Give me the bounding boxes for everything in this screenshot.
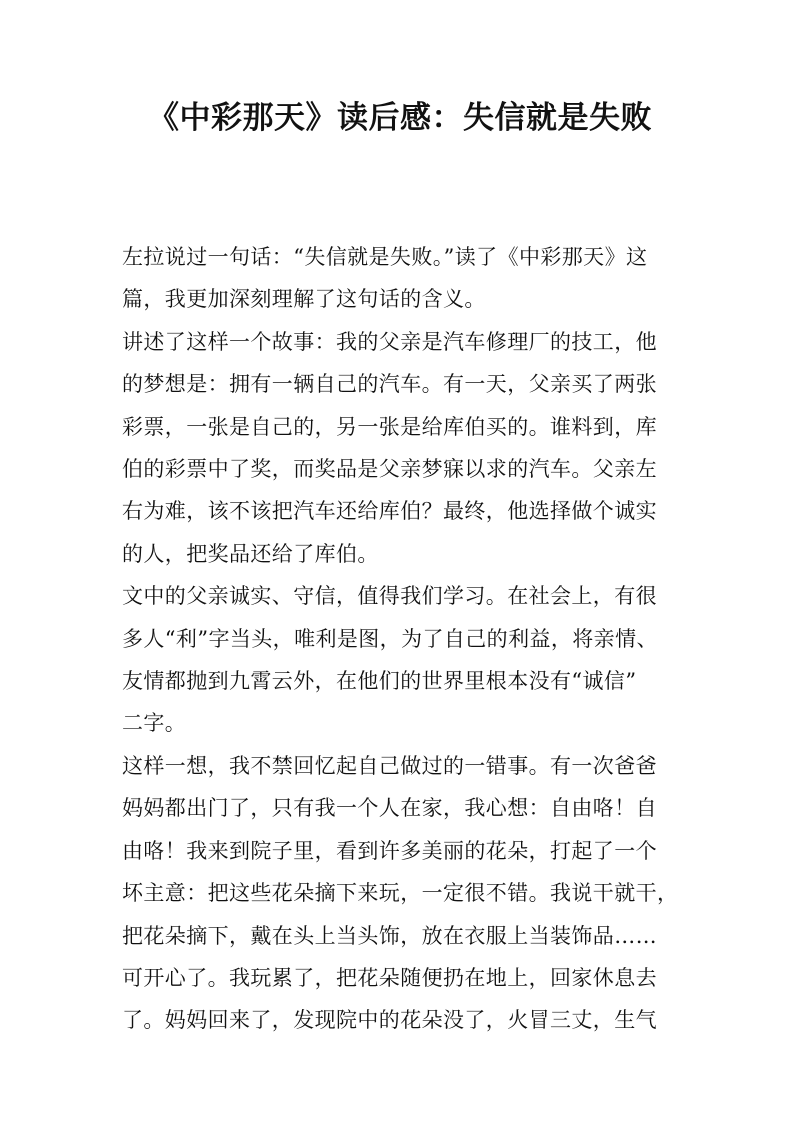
document-title: 《中彩那天》读后感：失信就是失败 xyxy=(148,100,652,136)
text-line: 妈妈都出门了，只有我一个人在家，我心想：自由咯！自 xyxy=(122,796,657,821)
text-line: 讲述了这样一个故事：我的父亲是汽车修理厂的技工，他 xyxy=(122,329,657,354)
text-line: 的人，把奖品还给了库伯。 xyxy=(122,541,379,566)
text-line: 伯的彩票中了奖，而奖品是父亲梦寐以求的汽车。父亲左 xyxy=(122,457,657,482)
text-line: 的梦想是：拥有一辆自己的汽车。有一天，父亲买了两张 xyxy=(122,372,657,397)
text-line: 多人“利”字当头，唯利是图，为了自己的利益，将亲情、 xyxy=(122,626,658,651)
text-line: 彩票，一张是自己的，另一张是给库伯买的。谁料到，库 xyxy=(122,414,657,439)
text-line: 右为难，该不该把汽车还给库伯？最终，他选择做个诚实 xyxy=(122,499,657,524)
text-line: 文中的父亲诚实、守信，值得我们学习。在社会上，有很 xyxy=(122,584,657,609)
document-body xyxy=(122,236,687,1042)
text-line: 坏主意：把这些花朵摘下来玩，一定很不错。我说干就干， xyxy=(122,881,679,906)
text-line: 友情都抛到九霄云外，在他们的世界里根本没有“诚信” xyxy=(122,669,637,694)
text-line: 这样一想，我不禁回忆起自己做过的一错事。有一次爸爸 xyxy=(122,753,657,778)
text-line: 了。妈妈回来了，发现院中的花朵没了，火冒三丈，生气 xyxy=(122,1008,657,1033)
text-line: 二字。 xyxy=(122,711,187,736)
text-line: 把花朵摘下，戴在头上当头饰，放在衣服上当装饰品…… xyxy=(122,923,657,948)
text-line: 由咯！我来到院子里，看到许多美丽的花朵，打起了一个 xyxy=(122,838,657,863)
text-line: 可开心了。我玩累了，把花朵随便扔在地上，回家休息去 xyxy=(122,965,657,990)
text-line: 左拉说过一句话：“失信就是失败。”读了《中彩那天》这 xyxy=(122,245,648,269)
text-line: 篇，我更加深刻理解了这句话的含义。 xyxy=(122,287,486,312)
